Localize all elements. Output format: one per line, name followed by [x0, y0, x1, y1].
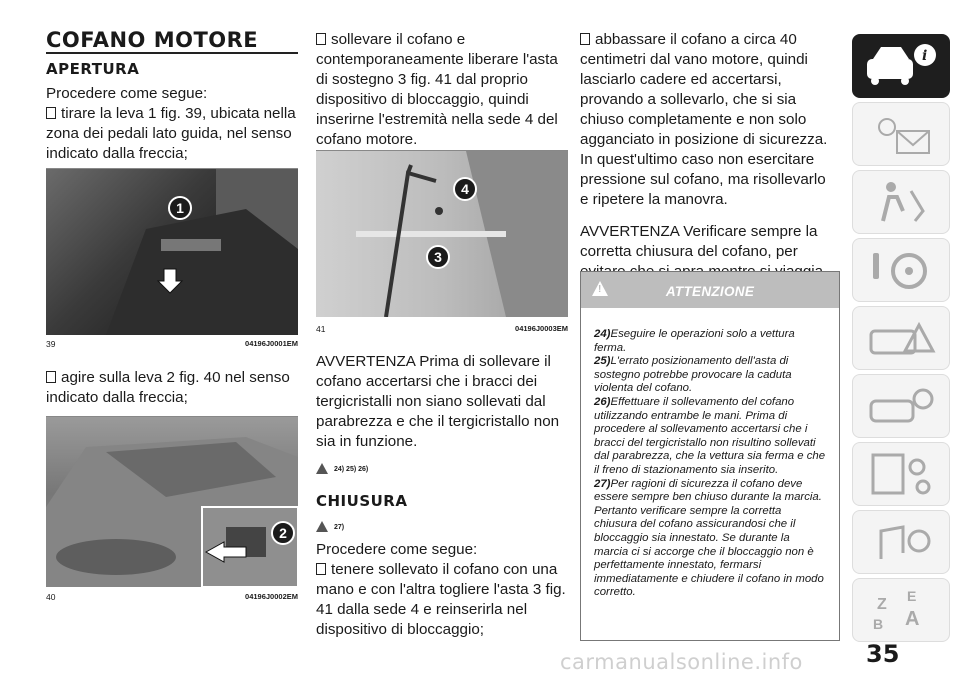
note-refs-2: 27) [316, 518, 568, 536]
safety-airbag-icon [853, 171, 949, 233]
multimedia-icon [853, 511, 949, 573]
checkbox-icon [46, 107, 56, 119]
emergency-icon [853, 307, 949, 369]
figure-41-callout-3: 3 [426, 245, 450, 269]
svg-text:A: A [905, 608, 920, 630]
tab-warning-lights[interactable] [852, 102, 950, 166]
tab-emergency[interactable] [852, 306, 950, 370]
checkbox-icon [580, 33, 590, 45]
attention-list [594, 328, 826, 600]
car-info-icon [853, 35, 949, 97]
warning-tergicristalli: AVVERTENZA Prima di sollevare il cofano accertarsi che i bracci dei tergicristalli non siano sollevati dal parabrezza e che il tergicristallo non sia in funzione. [316, 353, 560, 450]
figure-41-callout-4: 4 [453, 177, 477, 201]
warning-triangle-icon [316, 463, 328, 474]
svg-text:i: i [922, 48, 928, 64]
step-2: agire sulla leva 2 fig. 40 nel senso indicato dalla freccia; [46, 369, 290, 406]
column-2-lower [316, 352, 568, 640]
column-1 [46, 60, 298, 164]
svg-text:E: E [907, 588, 917, 604]
figure-40 [46, 416, 298, 587]
heading-apertura: APERTURA [46, 60, 140, 78]
section-title: COFANO MOTORE [46, 28, 259, 52]
tab-driving[interactable] [852, 238, 950, 302]
figure-39-caption: 39 04196J0001EM [46, 339, 298, 349]
column-2 [316, 30, 568, 150]
figure-40-caption: 40 04196J0002EM [46, 592, 298, 602]
figure-41-caption: 41 04196J0003EM [316, 324, 568, 334]
tab-safety[interactable] [852, 170, 950, 234]
maintenance-icon [853, 375, 949, 437]
attention-item-25: 25)L'errato posizionamento dell'asta di sostegno potrebbe provocare la caduta violenta del cofano. [594, 355, 792, 395]
tab-multimedia[interactable] [852, 510, 950, 574]
svg-text:B: B [873, 616, 884, 632]
column-3 [580, 30, 838, 282]
step-3: sollevare il cofano e contemporaneamente liberare l'asta di sostegno 3 fig. 41 dal proprio dispositivo di bloccaggio, quindi inserirne l'estremità nella sede 4 del cofano motore. [316, 31, 558, 148]
note-refs-1: 24) 25) 26) [316, 460, 568, 478]
step-5: abbassare il cofano a circa 40 centimetri dal vano motore, quindi lasciarlo cadere ed accertarsi, provando a sollevarlo, che si sia chiuso completamente e non solo agganciato in posizione di sicurezza. In quest'ultimo caso non esercitare pressione sul cofano, ma risollevarlo e ripetere la manovra. [580, 31, 828, 208]
tab-car-info[interactable] [852, 34, 950, 98]
figure-40-illustration [46, 417, 298, 587]
index-icon [853, 579, 949, 641]
attention-item-24: 24)Eseguire le operazioni solo a vettura ferma. [594, 328, 795, 354]
warning-chiusura: AVVERTENZA Verificare sempre la corretta chiusura del cofano, per [580, 223, 818, 260]
specifications-icon [853, 443, 949, 505]
attention-item-27: 27)Per ragioni di sicurezza il cofano deve essere sempre ben chiuso durante la marcia. Pertanto verificare sempre la corretta chiusura del cofano assicurandosi che il bloccaggio sia innestato. Se durante la marcia ci si accorge che il bloccaggio non è perfettamente innestato, fermarsi immediatamente e chiudere il cofano in modo corretto. [594, 477, 824, 599]
attention-box [580, 271, 840, 641]
attention-header: ! ATTENZIONE [581, 272, 839, 308]
svg-text:Z: Z [877, 596, 887, 613]
figure-39-callout-1: 1 [168, 196, 192, 220]
intro-text: Procedere come segue: [46, 85, 208, 102]
figure-41-illustration [316, 151, 568, 317]
heading-chiusura: CHIUSURA [316, 492, 408, 510]
tab-specifications[interactable] [852, 442, 950, 506]
attention-item-26: 26)Effettuare il sollevamento del cofano utilizzando entrambe le mani. Prima di procedere al sollevamento accertarsi che i bracci del tergicristallo non risultino sollevati dal parabrezza, che la vettura sia ferma e che il freno di stazionamento sia inserito. [594, 395, 826, 476]
figure-41 [316, 150, 568, 317]
watermark: carmanualsonline.info [560, 650, 803, 674]
tab-maintenance[interactable] [852, 374, 950, 438]
column-1-lower [46, 368, 298, 408]
warning-lights-icon [853, 103, 949, 165]
page-number: 35 [866, 640, 900, 668]
checkbox-icon [46, 371, 56, 383]
warning-triangle-icon [316, 521, 328, 532]
figure-40-callout-2: 2 [271, 521, 295, 545]
title-rule [46, 52, 298, 54]
tab-index[interactable] [852, 578, 950, 642]
figure-39-illustration [46, 169, 298, 335]
steering-wheel-icon [853, 239, 949, 301]
step-4: tenere sollevato il cofano con una mano e con l'altra togliere l'asta 3 fig. 41 dalla sede 4 e reinserirla nel dispositivo di bloccaggio; [316, 561, 566, 638]
checkbox-icon [316, 33, 326, 45]
checkbox-icon [316, 563, 326, 575]
figure-39 [46, 168, 298, 335]
step-1: tirare la leva 1 fig. 39, ubicata nella zona dei pedali lato guida, nel senso indicato dalla freccia; [46, 105, 296, 162]
intro-text-2: Procedere come segue: [316, 541, 478, 558]
